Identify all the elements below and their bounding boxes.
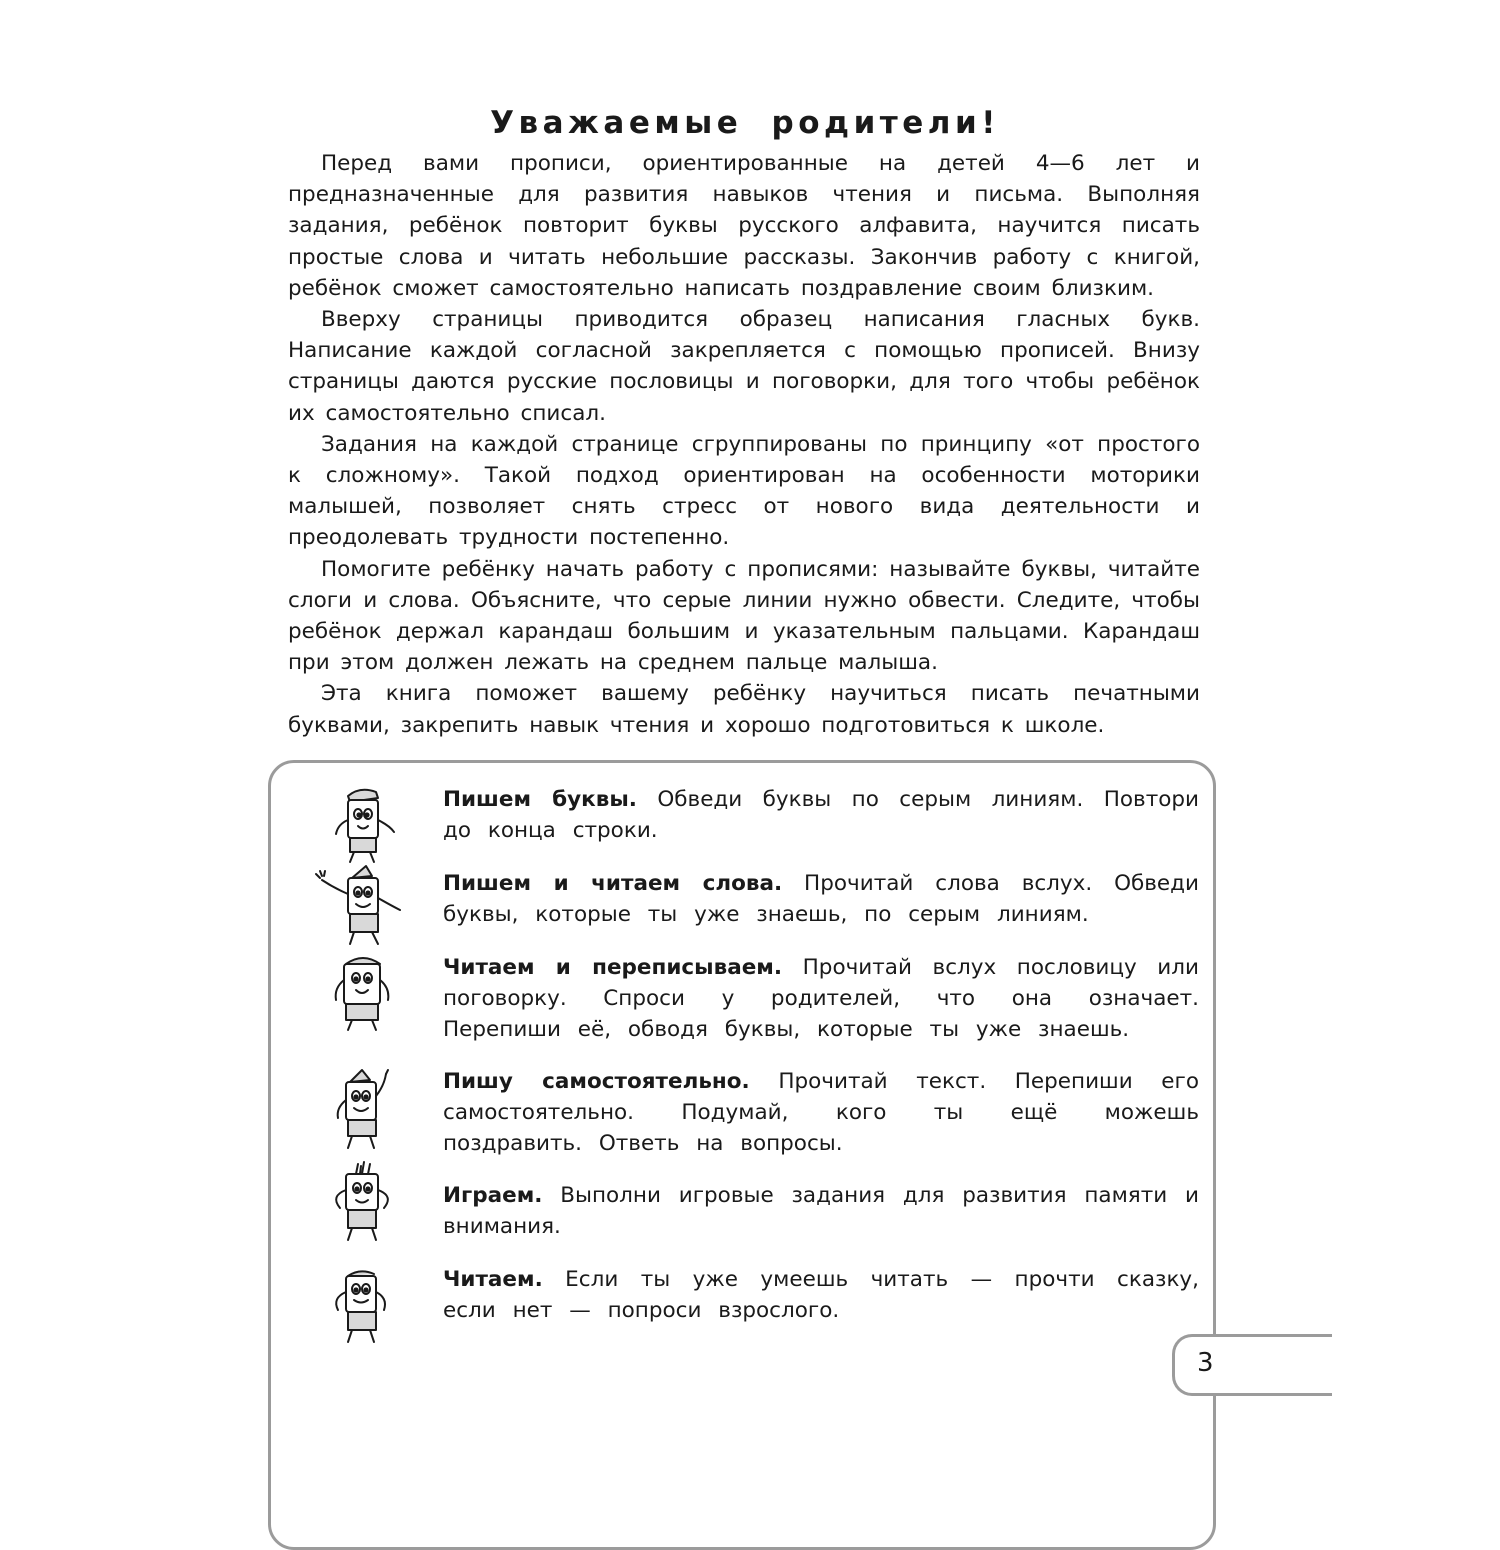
intro-paragraph-3: Задания на каждой странице сгруппированы по принципу «от простого к сложному». Такой подход ориентирован на особенности моторики малышей, позволяет снять стресс от нового вида деятельности и преодолевать трудности постепенно.	[288, 431, 1200, 551]
task-text: Обведи буквы по серым линиям. Повтори до конца строки.	[443, 787, 1199, 843]
task-read	[443, 1264, 1199, 1326]
task-write-read-words	[443, 868, 1199, 930]
task-play	[443, 1180, 1199, 1242]
page-title: Уважаемые родители!	[490, 105, 1000, 141]
intro-paragraph-5: Эта книга поможет вашему ребёнку научиться писать печатными буквами, закрепить навык чтения и хорошо подготовиться к школе.	[288, 681, 1200, 738]
intro-paragraph-1: Перед вами прописи, ориентированные на детей 4—6 лет и предназначенные для развития навыков чтения и письма. Выполняя задания, ребёнок повторит буквы русского алфавита, научится писать простые слова и читать небольшие рассказы. Закончив работу с книгой, ребёнок сможет самостоятельно написать поздравление своим близким.	[288, 151, 1200, 301]
task-write-letters	[443, 784, 1199, 846]
task-write-independently	[443, 1066, 1199, 1159]
task-text: Прочитай текст. Перепиши его самостоятельно. Подумай, кого ты ещё можешь поздравить. Ответь на вопросы.	[443, 1069, 1199, 1156]
task-label: Пишу самостоятельно.	[443, 1069, 750, 1094]
mascot-cap-icon	[308, 782, 408, 866]
intro-text	[288, 148, 1200, 741]
mascot-standing-icon	[308, 950, 408, 1034]
task-label: Пишем буквы.	[443, 787, 637, 812]
task-label: Читаем.	[443, 1267, 543, 1292]
task-text: Если ты уже умеешь читать — прочти сказку, если нет — попроси взрослого.	[443, 1267, 1199, 1323]
mascot-hands-on-hips-icon	[308, 1160, 408, 1244]
page-number: 3	[1197, 1348, 1214, 1378]
task-text: Прочитай слова вслух. Обведи буквы, которые ты уже знаешь, по серым линиям.	[443, 871, 1199, 927]
task-label: Читаем и переписываем.	[443, 955, 783, 980]
task-text: Прочитай вслух пословицу или поговорку. Спроси у родителей, что она означает. Перепиши её, обводя буквы, которые ты уже знаешь.	[443, 955, 1199, 1042]
intro-paragraph-2: Вверху страницы приводится образец написания гласных букв. Написание каждой согласной закрепляется с помощью прописей. Внизу страницы даются русские пословицы и поговорки, для того чтобы ребёнок их самостоятельно списал.	[288, 307, 1200, 426]
mascot-pointing-icon	[308, 1068, 408, 1152]
task-label: Играем.	[443, 1183, 543, 1208]
task-text: Выполни игровые задания для развития памяти и внимания.	[443, 1183, 1199, 1239]
page-number-tab	[1172, 1334, 1332, 1396]
task-label: Пишем и читаем слова.	[443, 871, 783, 896]
intro-paragraph-4: Помогите ребёнку начать работу с прописями: называйте буквы, читайте слоги и слова. Объясните, что серые линии нужно обвести. Следите, чтобы ребёнок держал карандаш большим и указательным пальцами. Карандаш при этом должен лежать на среднем пальце малыша.	[288, 556, 1200, 676]
task-read-copy	[443, 952, 1199, 1045]
mascot-waving-icon	[308, 864, 408, 948]
mascot-reading-icon	[308, 1262, 408, 1346]
